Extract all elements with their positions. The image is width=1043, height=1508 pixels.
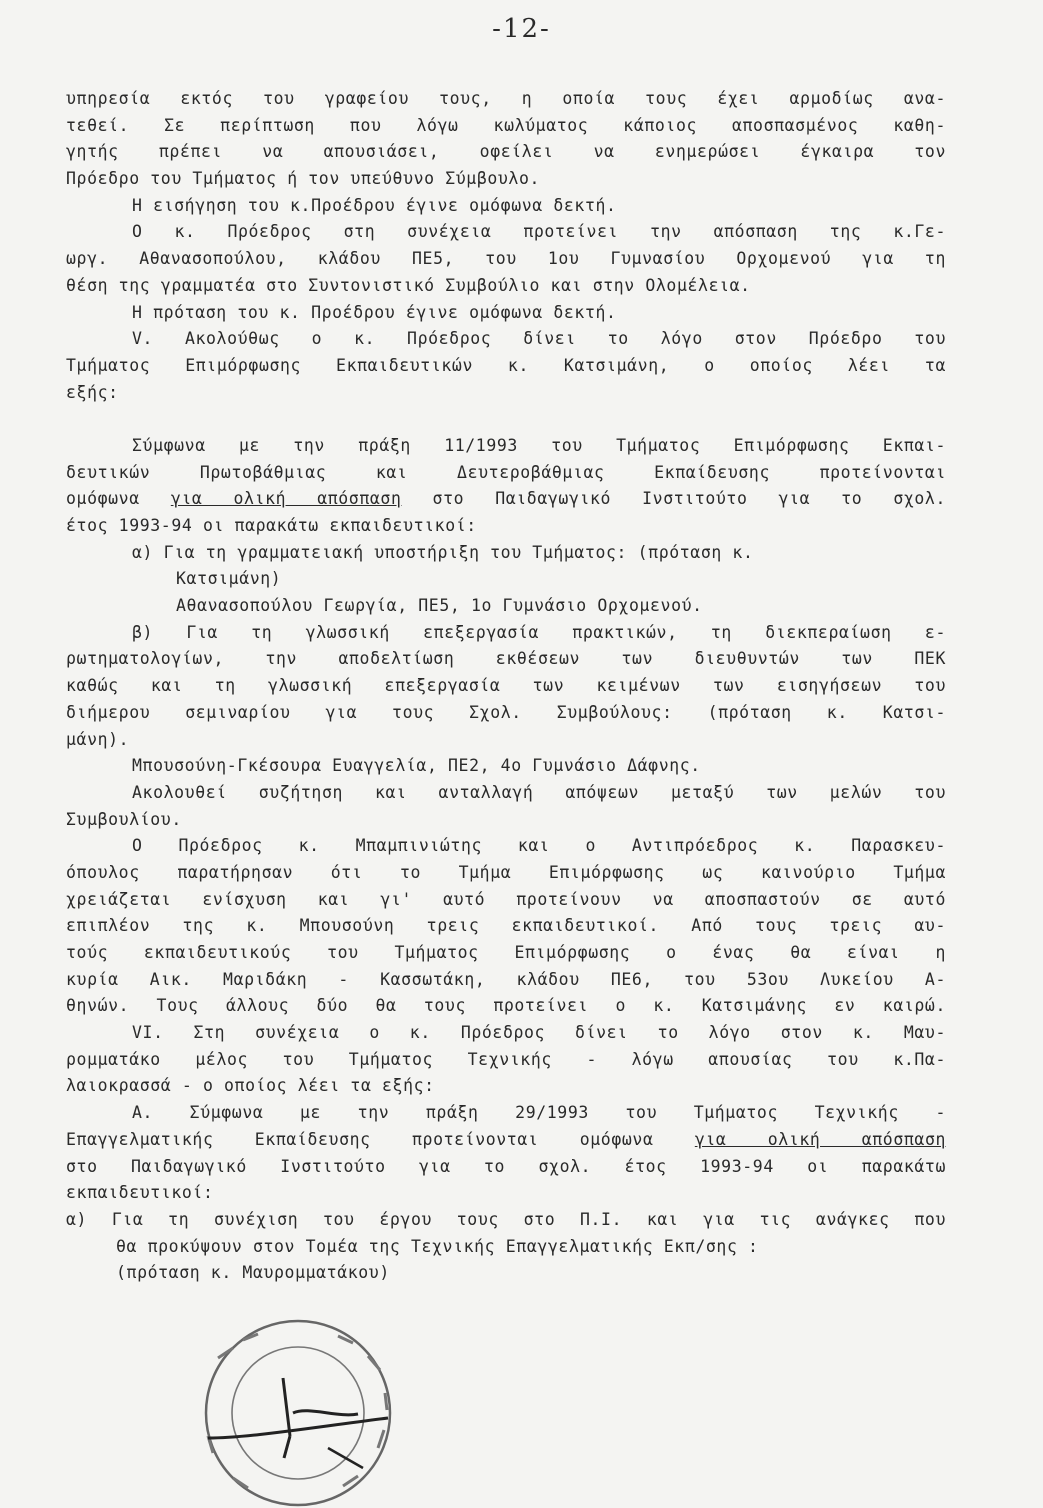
text-line: Ο Πρόεδρος κ. Μπαμπινιώτης και ο Αντιπρόεδρος κ. Παρασκευ- [132, 836, 946, 856]
section-v-heading: V. Ακολούθως ο κ. Πρόεδρος δίνει το λόγο στον Πρόεδρο του [132, 329, 946, 349]
text-line: καθώς και τη γλωσσική επεξεργασία των κειμένων των εισηγήσεων του [66, 676, 946, 696]
text-line: κυρία Αικ. Μαριδάκη - Κασσωτάκη, κλάδου ΠΕ6, του 53ου Λυκείου Α- [66, 969, 946, 989]
text-line: θα προκύψουν στον Τομέα της Τεχνικής Επαγγελματικής Εκπ/σης : [116, 1236, 759, 1256]
text-line: Κατσιμάνη) [176, 569, 282, 589]
text-line: λαιοκρασσά - ο οποίος λέει τα εξής: [66, 1076, 435, 1096]
list-item-a: α) Για τη γραμματειακή υποστήριξη του Τμήματος: (πρόταση κ. [132, 542, 754, 562]
text-segment: στο Παιδαγωγικό Ινστιτούτο για το σχολ. [401, 489, 946, 509]
text-line [66, 1127, 946, 1154]
text-line: Σύμφωνα με την πράξη 11/1993 του Τμήματος Επιμόρφωσης Εκπαι- [132, 435, 946, 455]
text-line: Μπουσούνη-Γκέσουρα Ευαγγελία, ΠΕ2, 4ο Γυμνάσιο Δάφνης. [132, 756, 701, 776]
text-line: Αθανασοπούλου Γεωργία, ΠΕ5, 1ο Γυμνάσιο Ορχομενού. [176, 596, 703, 616]
text-line: χρειάζεται ενίσχυση και γι' αυτό προτείνουν να αποσπαστούν σε αυτό [66, 889, 946, 909]
list-item-a: α) Για τη συνέχιση του έργου τους στο Π.Ι. και για τις ανάγκες που [66, 1209, 946, 1229]
underlined-phrase: για ολική απόσπαση [694, 1129, 946, 1149]
text-line: δευτικών Πρωτοβάθμιας και Δευτεροβάθμιας Εκπαίδευσης προτείνονται [66, 462, 946, 482]
text-line: εκπαιδευτικοί: [66, 1183, 214, 1203]
text-line: Πρόεδρο του Τμήματος ή τον υπεύθυνο Σύμβουλο. [66, 169, 541, 189]
official-stamp-with-signature [188, 1318, 408, 1508]
text-line: Η εισήγηση του κ.Προέδρου έγινε ομόφωνα δεκτή. [132, 195, 617, 215]
section-vi-heading: VI. Στη συνέχεια ο κ. Πρόεδρος δίνει το λόγο στον κ. Μαυ- [132, 1023, 946, 1043]
text-line: Η πρόταση του κ. Προέδρου έγινε ομόφωνα δεκτή. [132, 302, 617, 322]
text-segment: ομόφωνα [66, 489, 171, 509]
text-line: διήμερου σεμιναρίου για τους Σχολ. Συμβούλους: (πρόταση κ. Κατσι- [66, 702, 946, 722]
text-line: (πρόταση κ. Μαυρομματάκου) [116, 1263, 390, 1283]
text-line: θηνών. Τους άλλους δύο θα τους προτείνει ο κ. Κατσιμάνης εν καιρώ. [66, 996, 946, 1016]
text-line: Α. Σύμφωνα με την πράξη 29/1993 του Τμήματος Τεχνικής - [132, 1103, 946, 1123]
text-line: έτος 1993-94 οι παρακάτω εκπαιδευτικοί: [66, 516, 477, 535]
text-line: στο Παιδαγωγικό Ινστιτούτο για το σχολ. έτος 1993-94 οι παρακάτω [66, 1156, 946, 1176]
text-line: υπηρεσία εκτός του γραφείου τους, η οποία τους έχει αρμοδίως ανα- [66, 89, 946, 108]
page-number: -12- [492, 14, 551, 44]
text-line: ωργ. Αθανασοπούλου, κλάδου ΠΕ5, του 1ου Γυμνασίου Ορχομενού για τη [66, 249, 946, 269]
text-line: μάνη). [66, 729, 130, 749]
text-line [66, 486, 946, 513]
text-line: γητής πρέπει να απουσιάσει, οφείλει να ενημερώσει έγκαιρα τον [66, 142, 946, 162]
text-line: εξής: [66, 382, 119, 402]
text-line: τεθεί. Σε περίπτωση που λόγω κωλύματος κάποιος αποσπασμένος καθη- [66, 115, 946, 135]
text-line: θέση της γραμματέα στο Συντονιστικό Συμβούλιο και στην Ολομέλεια. [66, 275, 751, 295]
text-line: Ο κ. Πρόεδρος στη συνέχεια προτείνει την απόσπαση της κ.Γε- [132, 222, 946, 242]
text-line: Τμήματος Επιμόρφωσης Εκπαιδευτικών κ. Κατσιμάνη, ο οποίος λέει τα [66, 355, 946, 375]
text-line: ρωτηματολογίων, την αποδελτίωση εκθέσεων των διευθυντών των ΠΕΚ [66, 649, 946, 669]
text-line: Ακολουθεί συζήτηση και ανταλλαγή απόψεων μεταξύ των μελών του [132, 782, 946, 802]
list-item-b: β) Για τη γλωσσική επεξεργασία πρακτικών, τη διεκπεραίωση ε- [132, 622, 946, 642]
text-line: όπουλος παρατήρησαν ότι το Τμήμα Επιμόρφωσης ως καινούριο Τμήμα [66, 862, 946, 882]
text-segment: Επαγγελματικής Εκπαίδευσης προτείνονται ομόφωνα [66, 1129, 695, 1149]
text-line: Συμβουλίου. [66, 809, 182, 829]
text-line: επιπλέον της κ. Μπουσούνη τρεις εκπαιδευτικοί. Από τους τρεις αυ- [66, 916, 946, 936]
underlined-phrase: για ολική απόσπαση [170, 489, 402, 509]
document-body [66, 86, 946, 1287]
text-line: ρομματάκο μέλος του Τμήματος Τεχνικής - λόγω απουσίας του κ.Πα- [66, 1049, 946, 1069]
text-line: τούς εκπαιδευτικούς του Τμήματος Επιμόρφωσης ο ένας θα είναι η [66, 943, 946, 962]
